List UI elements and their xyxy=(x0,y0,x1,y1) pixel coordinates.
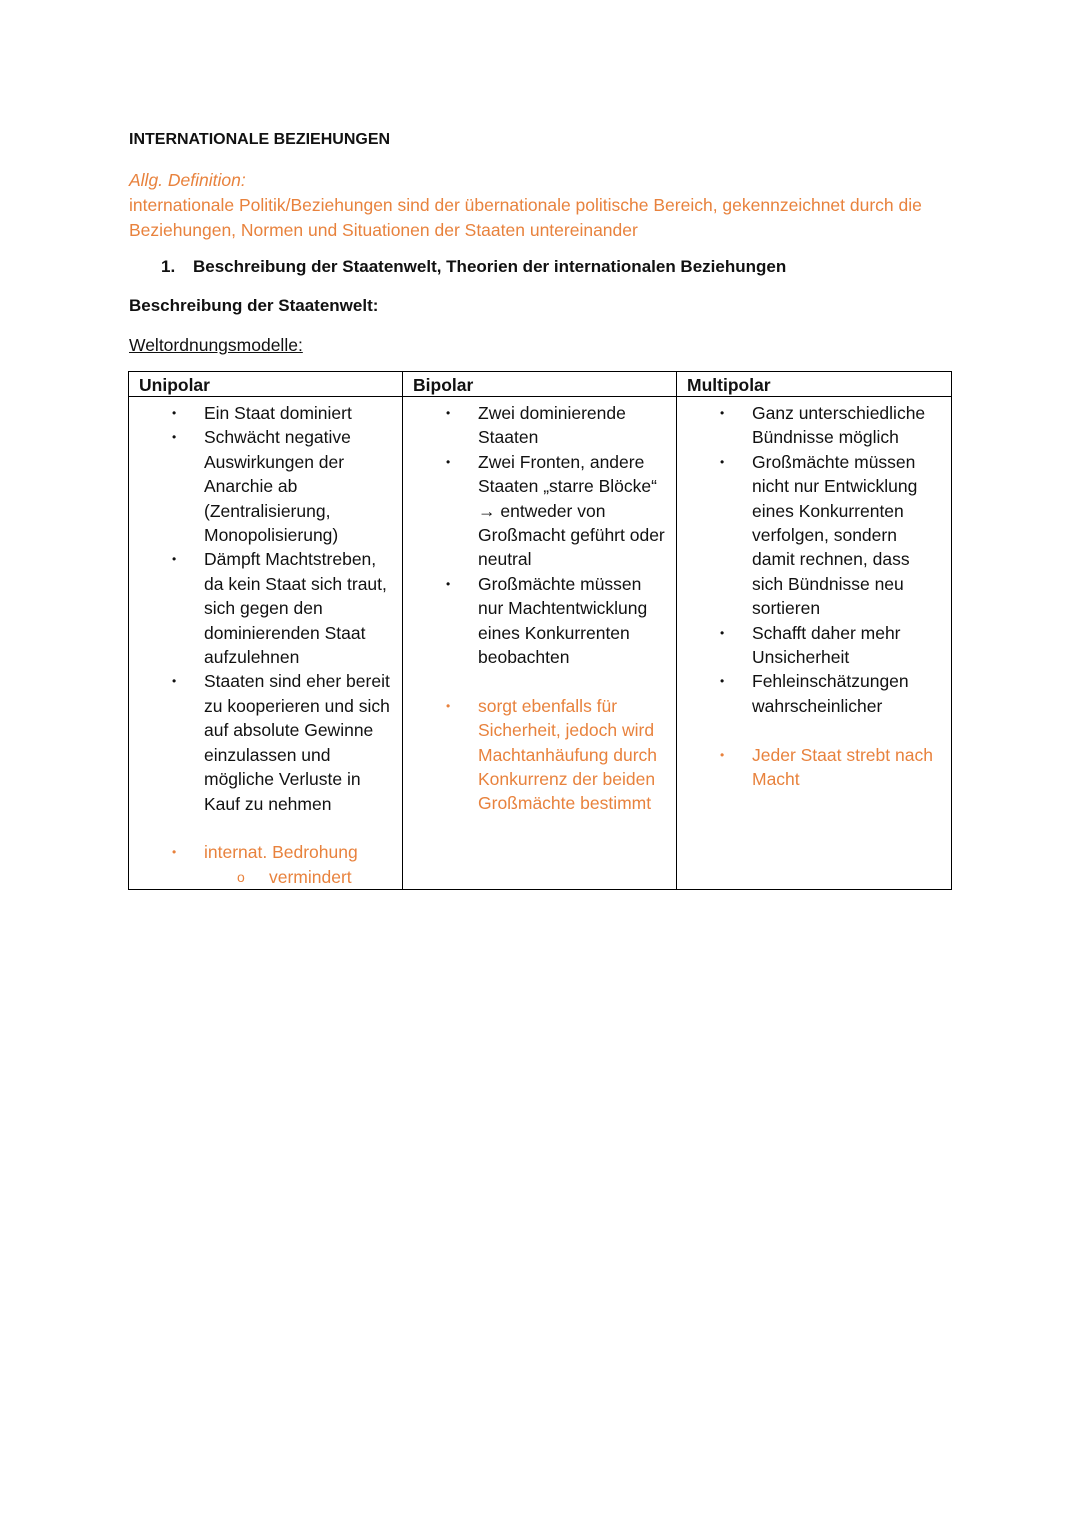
list-item xyxy=(677,669,951,718)
bullet-icon: • xyxy=(446,576,451,591)
world-order-models-label: Weltordnungsmodelle: xyxy=(129,335,303,355)
bullet-icon: • xyxy=(720,406,725,420)
section-heading xyxy=(161,257,786,277)
bullet-icon: • xyxy=(172,674,177,689)
definition-label: Allg. Definition: xyxy=(129,170,246,190)
section-number: 1. xyxy=(161,257,176,276)
list-item xyxy=(129,840,402,889)
bipolar-cell xyxy=(403,397,677,890)
bullet-icon: • xyxy=(720,625,725,640)
list-item xyxy=(677,621,951,670)
unipolar-list xyxy=(129,401,402,889)
list-item xyxy=(129,401,402,425)
sub-list xyxy=(204,865,394,889)
list-item xyxy=(129,669,402,815)
list-item-text: internat. Bedrohung xyxy=(204,842,358,863)
list-item-text: Ein Staat dominiert xyxy=(204,403,352,423)
sub-list-item-text: vermindert xyxy=(269,866,352,887)
list-item xyxy=(677,401,951,450)
section-heading-text: Beschreibung der Staatenwelt, Theorien der internationalen Beziehungen xyxy=(193,257,787,276)
table-header-row xyxy=(129,372,952,397)
world-order-models-table xyxy=(128,371,952,890)
list-item xyxy=(129,425,402,547)
subheading: Beschreibung der Staatenwelt: xyxy=(129,296,379,315)
list-item xyxy=(677,743,951,792)
bullet-icon: • xyxy=(172,845,177,860)
list-item-text: Staaten sind eher bereit zu kooperieren und sich auf absolute Gewinne einzulassen und mögliche Verluste in Kauf zu nehmen xyxy=(204,671,390,814)
list-item-text: sorgt ebenfalls für Sicherheit, jedoch wird Machtanhäufung durch Konkurrenz der beiden Großmächte bestimmt xyxy=(478,695,658,814)
bullet-icon: • xyxy=(446,698,451,713)
bullet-icon: • xyxy=(720,674,725,689)
list-item xyxy=(129,547,402,669)
unipolar-cell xyxy=(129,397,403,890)
definition-text: internationale Politik/Beziehungen sind der übernationale politische Bereich, gekennzeichnet durch die Beziehungen, Normen und Situationen der Staaten untereinander xyxy=(129,195,922,240)
list-item xyxy=(677,450,951,621)
list-item xyxy=(403,450,676,572)
list-item-text: Fehleinschätzungen wahrscheinlicher xyxy=(752,671,909,716)
bipolar-list xyxy=(403,401,676,816)
list-item-text: Zwei dominierende Staaten xyxy=(478,403,626,448)
header-bipolar: Bipolar xyxy=(403,372,677,397)
table-row xyxy=(129,397,952,890)
sub-list-item xyxy=(204,865,394,889)
bullet-icon: • xyxy=(446,406,451,420)
list-item-text: Schwächt negative Auswirkungen der Anarchie ab (Zentralisierung, Monopolisierung) xyxy=(204,427,351,546)
list-item-text: Ganz unterschiedliche Bündnisse möglich xyxy=(752,403,926,448)
list-item-text: Schafft daher mehr Unsicherheit xyxy=(752,622,901,668)
page-title: INTERNATIONALE BEZIEHUNGEN xyxy=(129,131,391,148)
multipolar-cell xyxy=(677,397,952,890)
circle-bullet-icon: o xyxy=(237,868,245,885)
bullet-icon: • xyxy=(720,747,725,762)
list-item-text: Dämpft Machtstreben, da kein Staat sich traut, sich gegen den dominierenden Staat aufzulehnen xyxy=(204,549,387,668)
bullet-icon: • xyxy=(172,552,177,567)
bullet-icon: • xyxy=(172,406,177,420)
list-item-text: Jeder Staat strebt nach Macht xyxy=(752,744,933,790)
list-item xyxy=(403,572,676,670)
list-item xyxy=(403,401,676,450)
header-multipolar: Multipolar xyxy=(677,372,952,397)
bullet-icon: • xyxy=(720,454,725,469)
list-item-text: Großmächte müssen nur Machtentwicklung eines Konkurrenten beobachten xyxy=(478,573,648,668)
list-item xyxy=(403,694,676,816)
header-unipolar: Unipolar xyxy=(129,372,403,397)
bullet-icon: • xyxy=(172,430,177,445)
list-item-text: Zwei Fronten, andere Staaten „starre Blöcke“ → entweder von Großmacht geführt oder neutral xyxy=(478,451,665,570)
list-item-text: Großmächte müssen nicht nur Entwicklung eines Konkurrenten verfolgen, sondern damit rechnen, dass sich Bündnisse neu sortieren xyxy=(752,451,918,619)
multipolar-list xyxy=(677,401,951,791)
bullet-icon: • xyxy=(446,454,451,469)
